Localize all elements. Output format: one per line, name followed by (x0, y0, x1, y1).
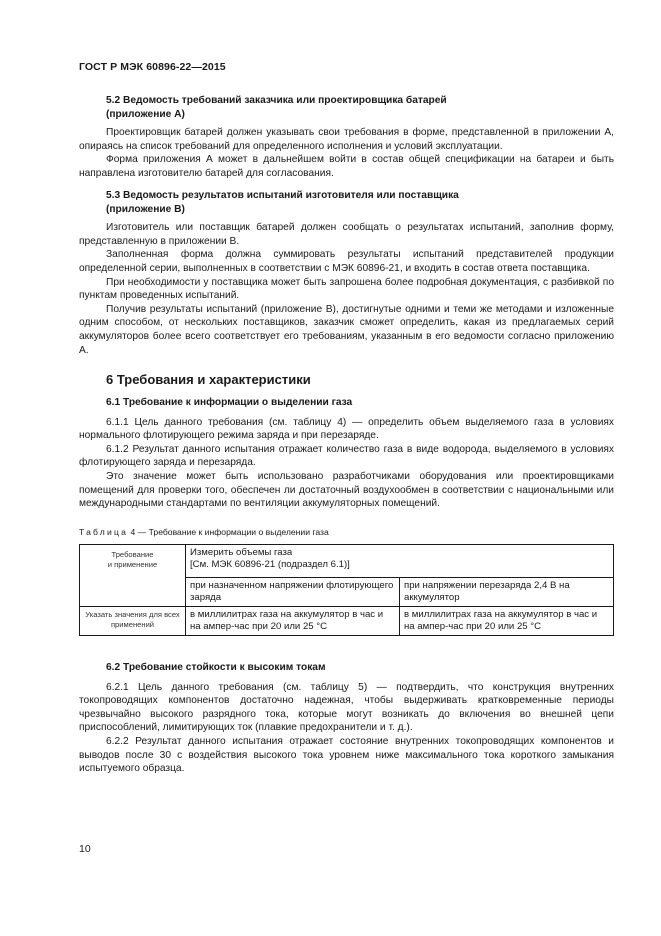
table-4-sub-header-float: при назначенном напряжении флотирующего заряда (186, 578, 400, 607)
page-number: 10 (79, 843, 91, 855)
table-4-col0-header-line1: Требование (111, 550, 154, 559)
section-5-3 (79, 189, 614, 357)
document-header: ГОСТ Р МЭК 60896-22—2015 (79, 61, 226, 73)
section-5-2-title-line2: (приложение А) (106, 108, 185, 120)
section-5-3-title-line1: 5.3 Ведомость результатов испытаний изготовителя или поставщика (106, 190, 459, 201)
section-6-2-paragraph-2: 6.2.2 Результат данного испытания отражает состояние внутренних токопроводящих компонентов и выводов после 30 с воздействия высокого тока уровнем ниже максимального тока короткого замыкания испытуемого образца. (79, 735, 614, 775)
section-6-1 (79, 396, 614, 511)
table-4-cell-overcharge: в миллилитрах газа на аккумулятор в час и на ампер-час при 20 или 25 °С (400, 607, 614, 636)
section-5-2 (79, 94, 614, 181)
table-4-row-label: Указать значения для всех применений (80, 607, 186, 636)
table-4-col0-header-line2: и применение (107, 560, 158, 569)
section-5-3-paragraph-3: При необходимости у поставщика может быть запрошена более подробная документация, с разбивкой по пунктам проведенных испытаний. (79, 276, 614, 302)
table-4-caption-text: 4 — Требование к информации о выделении газа (128, 527, 329, 537)
table-4-caption (79, 527, 329, 537)
section-6-1-paragraph-3: Это значение может быть использовано разработчиками оборудования или проектировщиками помещений для проверки того, обеспечен ли достаточный воздухообмен в соответствии с национальными или международными стандартами по вентиляции аккумуляторных помещений. (79, 470, 614, 510)
section-5-2-paragraph-2: Форма приложения А может в дальнейшем войти в состав общей спецификации на батареи и быть направлена изготовителю батарей для согласования. (79, 154, 614, 179)
section-6-1-paragraph-2: 6.1.2 Результат данного испытания отражает количество газа в виде водорода, выделяемого в условиях флотирующего заряда и перезаряда. (79, 443, 614, 469)
table-4-top-header-line1: Измерить объемы газа (190, 547, 293, 558)
section-5-3-paragraph-1: Изготовитель или поставщик батарей должен сообщать о результатах испытаний, заполнив форму, представленную в приложении В. (79, 222, 614, 247)
table-4-sub-header-overcharge: при напряжении перезаряда 2,4 В на аккумулятор (400, 578, 614, 607)
section-6-2 (79, 661, 614, 776)
table-4 (79, 544, 614, 636)
table-4-cell-float: в миллилитрах газа на аккумулятор в час и на ампер-час при 20 или 25 °С (186, 607, 400, 636)
section-6-2-paragraph-1: 6.2.1 Цель данного требования (см. таблицу 5) — подтвердить, что конструкция внутренних токопроводящих компонентов достаточно надежная, чтобы выдерживать кратковременные периоды чрезвычайно высокого разрядного тока, которые могут возникать до включения во внешней цепи приспособлений, лимитирующих ток (плавкие предохранители и т. д.). (79, 681, 614, 734)
section-6-1-paragraph-1: 6.1.1 Цель данного требования (см. таблицу 4) — определить объем выделяемого газа в условиях нормального флотирующего режима заряда и при перезаряде. (79, 416, 614, 442)
table-4-top-header-line2: [См. МЭК 60896-21 (подраздел 6.1)] (190, 559, 350, 570)
section-5-2-title-line1: 5.2 Ведомость требований заказчика или проектировщика батарей (106, 95, 447, 106)
section-5-2-paragraph-1: Проектировщик батарей должен указывать свои требования в форме, представленной в приложении А, опираясь на список требований для определенного исполнения и условий эксплуатации. (79, 127, 614, 152)
table-4-top-header (186, 545, 614, 578)
section-5-3-paragraph-4: Получив результаты испытаний (приложение В), достигнутые одними и теми же методами и изложенные одним способом, от нескольких поставщиков, заказчик сможет определить, какая из предлагаемых серий аккумуляторов более всего соответствует его требованиям, указанным в его ведомости согласно приложению А. (79, 303, 614, 356)
table-4-col0-header (80, 545, 186, 607)
table-4-caption-word: Таблица (79, 527, 129, 537)
section-5-3-title-line2: (приложение В) (106, 203, 185, 215)
section-6-2-title: 6.2 Требование стойкости к высоким токам (106, 662, 326, 673)
section-5-3-paragraph-2: Заполненная форма должна суммировать результаты испытаний представителей продукции определенной серии, выполненных в соответствии с МЭК 60896-21, и входить в состав ответа поставщика. (79, 249, 614, 274)
section-6-1-title: 6.1 Требование к информации о выделении газа (106, 397, 353, 408)
section-6-title: 6 Требования и характеристики (106, 372, 311, 387)
